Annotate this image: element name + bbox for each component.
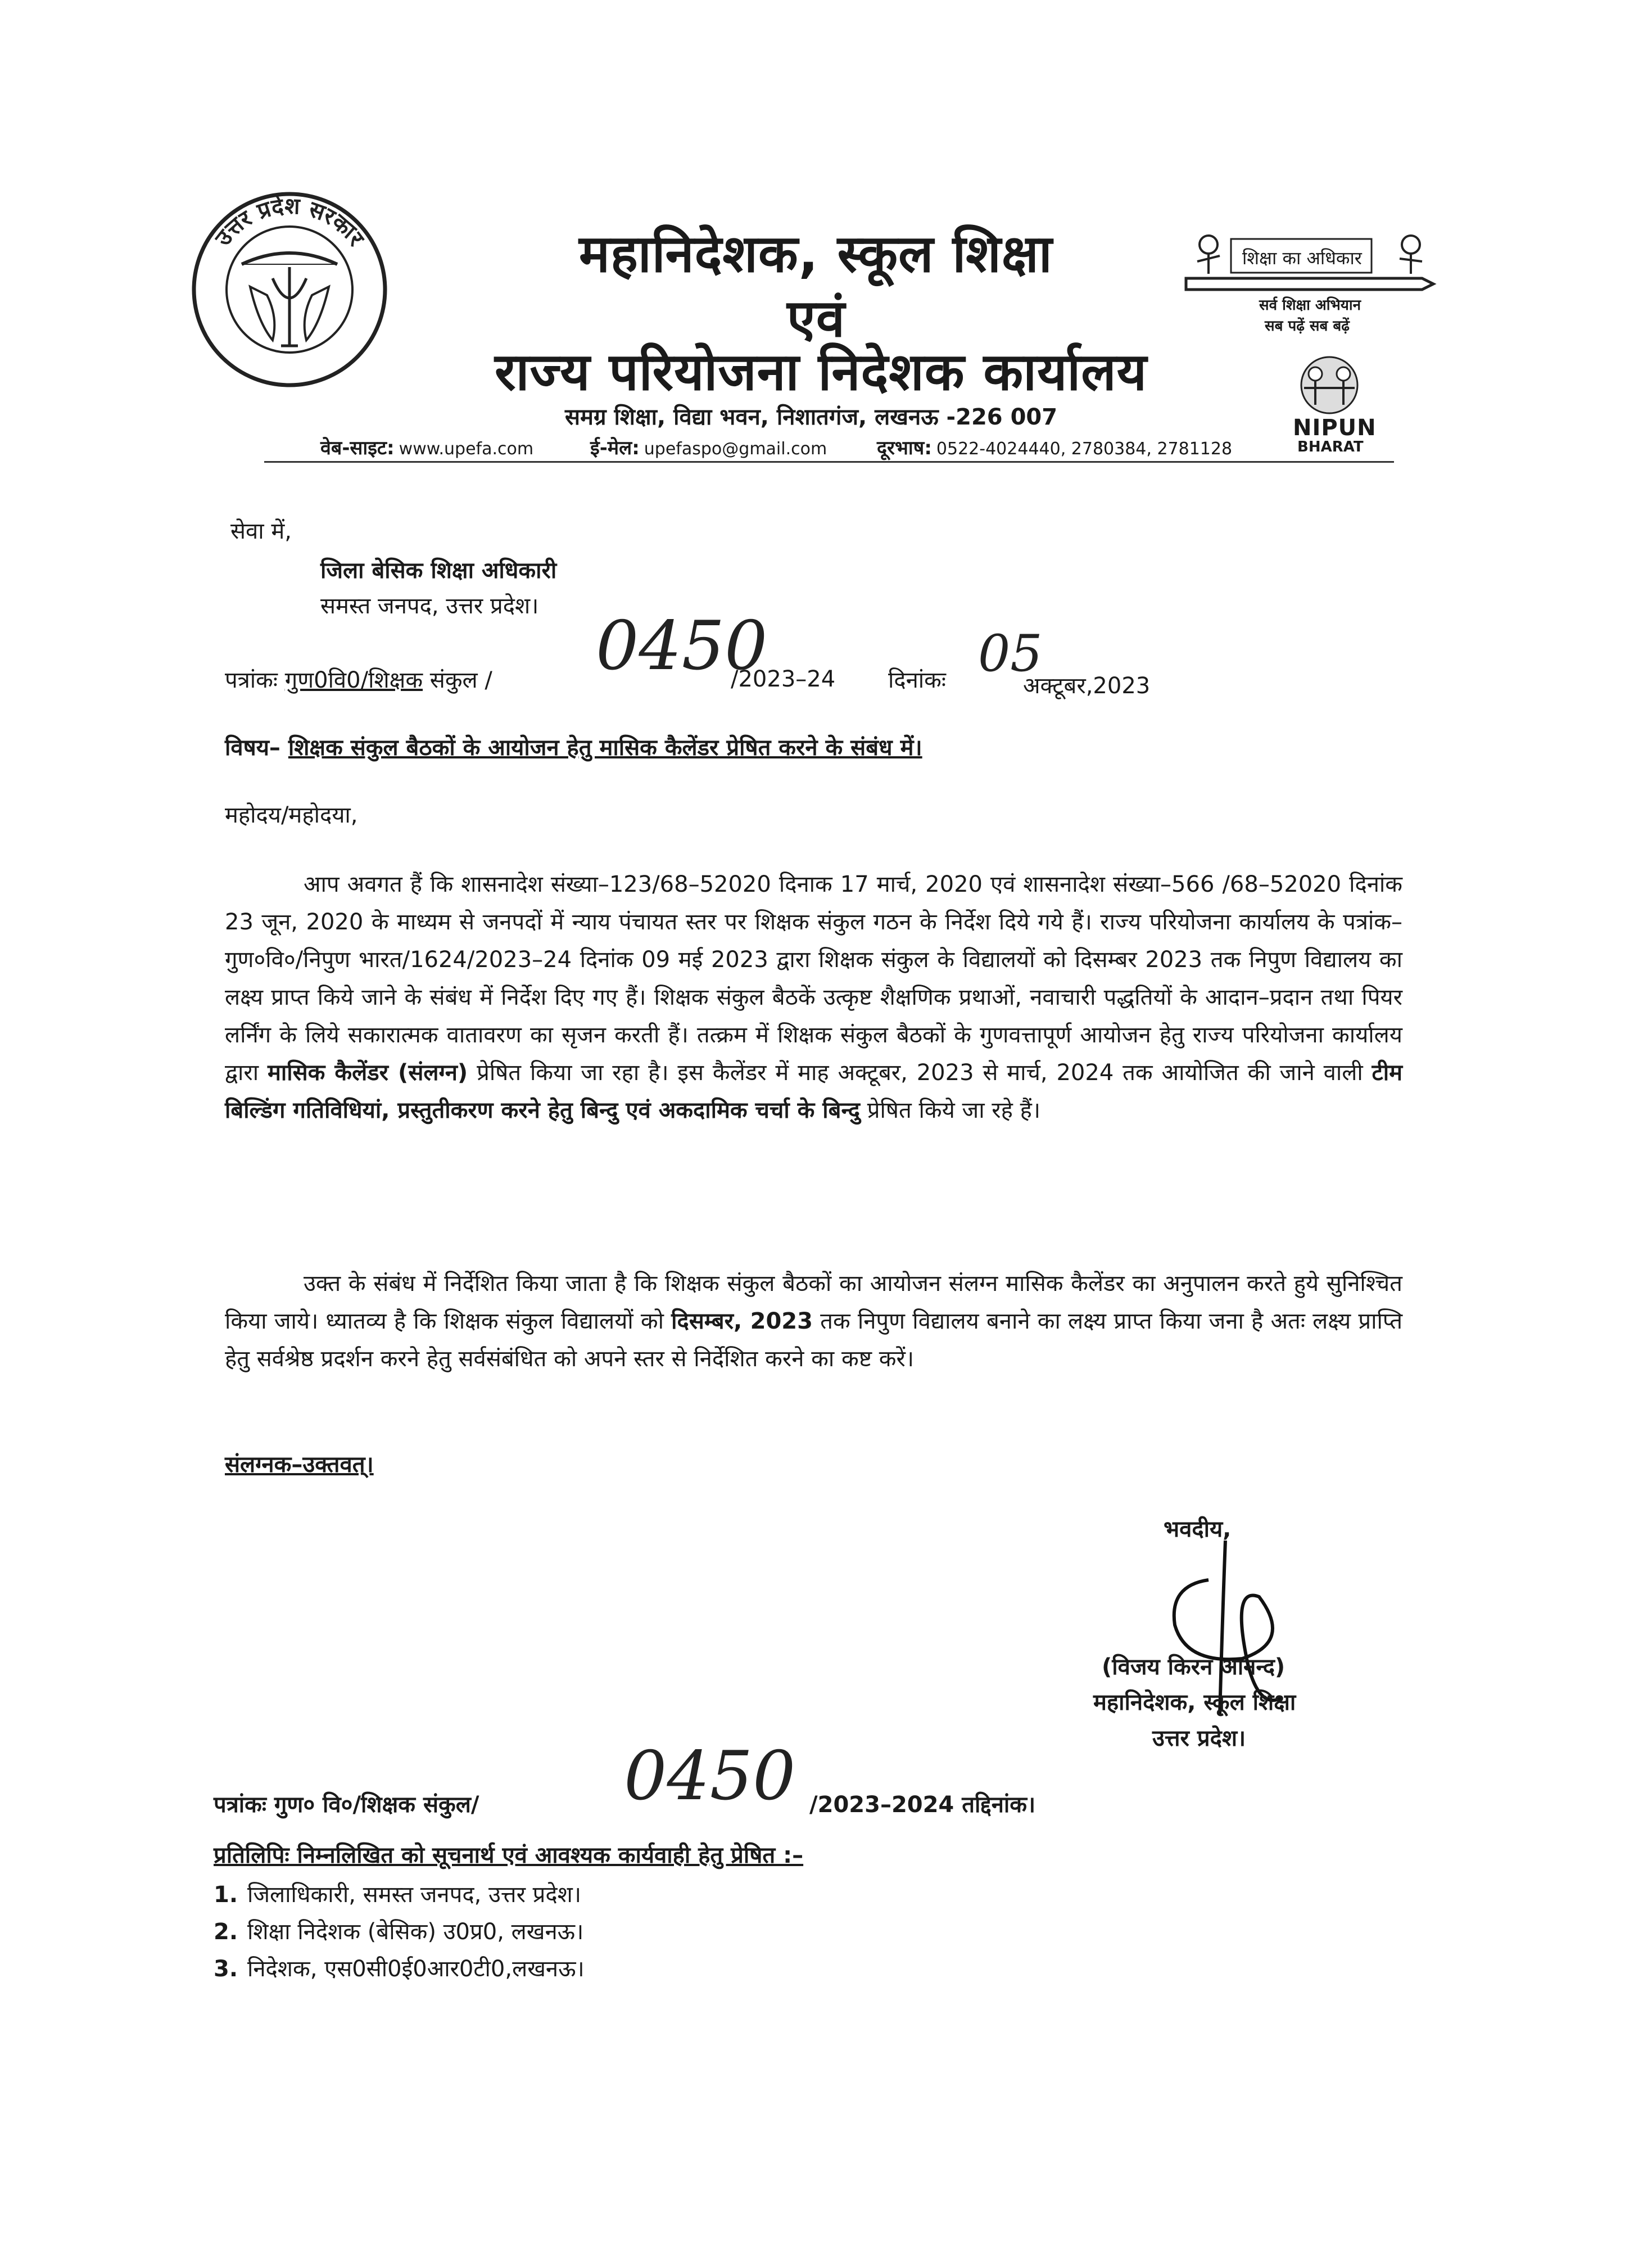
paragraph-1: [225, 866, 1402, 1130]
office-title-line1: महानिदेशक, स्कूल शिक्षा: [579, 224, 1053, 284]
subject-text: शिक्षक संकुल बैठकों के आयोजन हेतु मासिक कैलेंडर प्रेषित करने के संबंध में।: [288, 735, 922, 761]
para2-bold1: दिसम्बर, 2023: [671, 1308, 813, 1334]
enclosure: संलग्नक–उक्तवत्।: [225, 1452, 374, 1478]
copy-ref-suffix: /2023–2024 तद्दिनांक।: [809, 1792, 1036, 1818]
office-address: समग्र शिक्षा, विद्या भवन, निशातगंज, लखनऊ -226 007: [565, 404, 1058, 430]
copy-item-num: 2.: [214, 1919, 238, 1945]
seal-text: उत्तर प्रदेश सरकार: [210, 193, 369, 251]
handwritten-date: 05: [978, 624, 1043, 683]
recipient-location: समस्त जनपद, उत्तर प्रदेश।: [320, 593, 539, 619]
copy-list-item: [214, 1915, 585, 1952]
subject-line: [225, 731, 922, 762]
salutation: महोदय/महोदया,: [225, 802, 358, 828]
children-icon: [1276, 354, 1383, 416]
ref-year: /2023–24: [731, 666, 836, 692]
recipient-name: जिला बेसिक शिक्षा अधिकारी: [320, 558, 557, 584]
website-line: [320, 434, 533, 460]
ssa-slogan: सब पढ़ें सब बढ़ें: [1265, 318, 1350, 335]
copy-ref-prefix: पत्रांकः गुण० वि०/शिक्षक संकुल/: [214, 1792, 479, 1818]
copy-item-num: 3.: [214, 1956, 238, 1982]
copy-item-num: 1.: [214, 1882, 238, 1908]
para1-bold1: मासिक कैलेंडर (संलग्न): [267, 1060, 468, 1086]
signatory-state: उत्तर प्रदेश।: [1152, 1726, 1246, 1751]
office-title-line2: एवं: [787, 288, 846, 349]
signatory-name: (विजय किरन आनन्द): [1102, 1654, 1286, 1680]
phone-label: दूरभाष:: [877, 437, 932, 459]
para1-part3: प्रेषित किये जा रहे हैं।: [867, 1098, 1041, 1123]
ssa-name: सर्व शिक्षा अभियान: [1259, 297, 1361, 314]
phone-line: [877, 434, 1232, 460]
copy-list-item: [214, 1952, 585, 1989]
patrank-mid: संकुल /: [429, 667, 492, 693]
copy-item-text: शिक्षा निदेशक (बेसिक) उ0प्र0, लखनऊ।: [247, 1919, 584, 1945]
copy-item-text: जिलाधिकारी, समस्त जनपद, उत्तर प्रदेश।: [247, 1882, 582, 1908]
svg-text:उत्तर प्रदेश सरकार: [210, 193, 369, 252]
office-title-line3: राज्य परियोजना निदेशक कार्यालय: [495, 342, 1147, 402]
email-label: ई-मेल:: [590, 437, 640, 459]
closing: भवदीय,: [1164, 1516, 1232, 1542]
date-rest: अक्टूबर,2023: [1023, 673, 1151, 699]
ssa-logo: [1175, 222, 1439, 346]
para1-bold2: टीम बिल्डिंग गतिविधियां, प्रस्तुतीकरण करने हेतु बिन्दु एवं अकदामिक चर्चा के बिन्दु: [225, 1060, 1402, 1123]
para2-part1: उक्त के संबंध में निर्देशित किया जाता है कि शिक्षक संकुल बैठकों का आयोजन संलग्न मासिक कैलेंडर का अनुपालन करते हुये सुनिश्चित किया जाये। ध्यातव्य है कि शिक्षक संकुल विद्यालयों को: [225, 1271, 1402, 1334]
copy-handwritten-number: 0450: [624, 1737, 796, 1816]
nipun-bharat-logo: [1276, 354, 1383, 455]
patrank-label: पत्रांकः: [225, 667, 278, 693]
paragraph-2: [225, 1265, 1402, 1378]
salutation-to: सेवा में,: [230, 518, 292, 544]
phone: 0522-4024440, 2780384, 2781128: [936, 439, 1233, 459]
para2-part2: तक निपुण विद्यालय बनाने का लक्ष्य प्राप्त किया जना है अतः लक्ष्य प्राप्ति हेतु सर्वश्रेष्ठ प्रदर्शन करने हेतु सर्वसंबंधित को अपने स्तर से निर्देशित करने का कष्ट करें।: [225, 1308, 1403, 1372]
date-label: दिनांकः: [888, 667, 946, 693]
email-line: [590, 434, 827, 460]
copy-list: [214, 1878, 585, 1989]
copy-heading: प्रतिलिपिः निम्नलिखित को सूचनार्थ एवं आवश्यक कार्यवाही हेतु प्रेषित :–: [214, 1842, 804, 1868]
patrank-prefix: गुण0वि0/शिक्षक: [284, 667, 423, 693]
ssa-tag: शिक्षा का अधिकार: [1242, 247, 1362, 269]
up-government-seal: [188, 188, 391, 391]
letterhead-divider: [264, 461, 1394, 463]
signatory-designation: महानिदेशक, स्कूल शिक्षा: [1093, 1690, 1296, 1715]
handwritten-number: 0450: [596, 607, 768, 685]
nipun-line1: NIPUN: [1293, 415, 1377, 441]
ref-line: [225, 663, 492, 694]
copy-item-text: निदेशक, एस0सी0ई0आर0टी0,लखनऊ।: [247, 1956, 585, 1982]
subject-label: विषय–: [225, 735, 280, 761]
copy-list-item: [214, 1878, 585, 1915]
letterhead: [0, 0, 1652, 467]
website-label: वेब-साइट:: [320, 437, 395, 459]
nipun-line2: BHARAT: [1297, 439, 1364, 455]
website: www.upefa.com: [399, 439, 534, 459]
email: upefaspo@gmail.com: [644, 439, 827, 459]
para1-part2: प्रेषित किया जा रहा है। इस कैलेंडर में माह अक्टूबर, 2023 से मार्च, 2024 तक आयोजित की जाने वाली: [477, 1060, 1363, 1086]
para1-part1: आप अवगत हैं कि शासनादेश संख्या–123/68–52020 दिनाक 17 मार्च, 2020 एवं शासनादेश संख्या–566 /68–52020 दिनांक 23 जून, 2020 के माध्यम से जनपदों में न्याय पंचायत स्तर पर शिक्षक संकुल गठन के निर्देश दिये गये हैं। राज्य परियोजना कार्यालय के पत्रांक– गुण०वि०/निपुण भारत/1624/2023–24 दिनांक 09 मई 2023 द्वारा शिक्षक संकुल के विद्यालयों को दिसम्बर 2023 तक निपुण विद्यालय का लक्ष्य प्राप्त किये जाने के संबंध में निर्देश दिए गए हैं। शिक्षक संकुल बैठकें उत्कृष्ट शैक्षणिक प्रथाओं, नवाचारी पद्धतियों के आदान–प्रदान तथा पियर लर्निंग के लिये सकारात्मक वातावरण का सृजन करती हैं। तत्क्रम में शिक्षक संकुल बैठकों के गुणवत्तापूर्ण आयोजन हेतु राज्य परियोजना कार्यालय द्वारा: [225, 871, 1402, 1086]
